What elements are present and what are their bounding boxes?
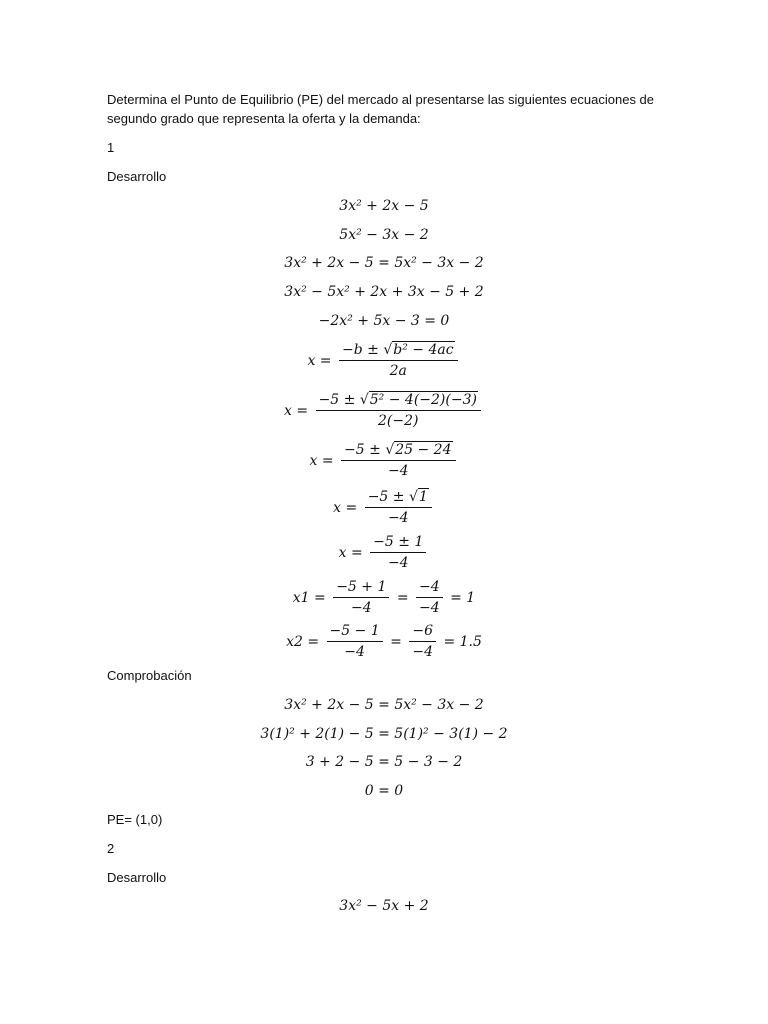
section-heading-comprobacion: Comprobación xyxy=(107,668,192,683)
sub3-num-pre: −5 ± xyxy=(367,489,405,505)
sub2-denominator: −4 xyxy=(387,463,409,479)
intro-line-2: segundo grado que representa la oferta y la demanda: xyxy=(107,111,421,126)
problem-number-2: 2 xyxy=(107,841,115,856)
sub2-lhs: x = xyxy=(309,452,334,469)
x2-result: = 1.5 xyxy=(443,633,482,650)
substitution-2 xyxy=(0,441,768,480)
x1-fraction-b xyxy=(416,578,443,617)
root-x1 xyxy=(0,578,768,617)
formula-radicand: b² − 4ac xyxy=(393,342,454,358)
sub2-radicand: 25 − 24 xyxy=(395,442,452,458)
formula-denominator: 2a xyxy=(389,363,407,379)
sub1-num-pre: −5 ± xyxy=(318,392,356,408)
check-equation-1: 3x² + 2x − 5 = 5x² − 3x − 2 xyxy=(284,697,484,713)
x2-denominator-a: −4 xyxy=(344,644,365,660)
x1-denominator-b: −4 xyxy=(419,600,440,616)
sub2-num-pre: −5 ± xyxy=(344,442,381,458)
x1-fraction-a xyxy=(333,578,389,617)
x2-fraction-a xyxy=(327,622,383,661)
sqrt-icon: √ xyxy=(385,442,395,458)
substitution-4 xyxy=(0,533,768,572)
sub3-denominator: −4 xyxy=(387,510,409,526)
sub3-fraction xyxy=(365,488,432,527)
sub4-numerator: −5 ± 1 xyxy=(370,533,426,553)
sub4-lhs: x = xyxy=(338,544,363,561)
sqrt-icon: √ xyxy=(359,392,369,408)
root-x2 xyxy=(0,622,768,661)
equation-demand: 5x² − 3x − 2 xyxy=(339,227,429,243)
sub1-fraction xyxy=(316,391,481,430)
section-heading-desarrollo-2: Desarrollo xyxy=(107,870,167,885)
x2-lhs: x2 = xyxy=(286,633,320,650)
equation-simplified: −2x² + 5x − 3 = 0 xyxy=(318,313,450,329)
section-heading-desarrollo-1: Desarrollo xyxy=(107,169,167,184)
x1-numerator-b: −4 xyxy=(416,578,443,598)
equation-problem2-1: 3x² − 5x + 2 xyxy=(339,898,429,914)
quadratic-formula xyxy=(0,341,768,380)
x2-numerator-a: −5 − 1 xyxy=(327,622,383,642)
x1-numerator-a: −5 + 1 xyxy=(333,578,389,598)
equilibrium-point: PE= (1,0) xyxy=(107,812,163,827)
substitution-3 xyxy=(0,488,768,527)
x2-fraction-b xyxy=(409,622,436,661)
check-equation-4: 0 = 0 xyxy=(364,783,404,799)
sqrt-icon: √ xyxy=(383,342,393,358)
check-equation-3: 3 + 2 − 5 = 5 − 3 − 2 xyxy=(305,754,463,770)
sub1-lhs: x = xyxy=(284,402,309,419)
equation-rearranged: 3x² − 5x² + 2x + 3x − 5 + 2 xyxy=(284,284,484,300)
formula-num-pre: −b ± xyxy=(341,342,379,358)
x2-equals: = xyxy=(390,633,402,650)
problem-number-1: 1 xyxy=(107,140,115,155)
intro-line-1: Determina el Punto de Equilibrio (PE) del mercado al presentarse las siguientes ecuaciones de xyxy=(107,92,655,107)
x1-result: = 1 xyxy=(450,589,476,606)
sqrt-icon: √ xyxy=(408,489,418,505)
equation-equality: 3x² + 2x − 5 = 5x² − 3x − 2 xyxy=(284,255,484,271)
sub3-radicand: 1 xyxy=(418,489,428,505)
sub1-denominator: 2(−2) xyxy=(378,413,419,429)
substitution-1 xyxy=(0,391,768,430)
sub3-lhs: x = xyxy=(333,499,358,516)
x1-equals: = xyxy=(396,589,409,606)
x1-denominator-a: −4 xyxy=(350,600,372,616)
sub4-fraction xyxy=(370,533,426,572)
sub4-denominator: −4 xyxy=(387,555,409,571)
x2-denominator-b: −4 xyxy=(412,644,433,660)
x1-lhs: x1 = xyxy=(292,589,326,606)
check-equation-2: 3(1)² + 2(1) − 5 = 5(1)² − 3(1) − 2 xyxy=(260,726,508,742)
x2-numerator-b: −6 xyxy=(409,622,436,642)
sub2-fraction xyxy=(341,441,455,480)
formula-fraction xyxy=(339,341,458,380)
equation-supply: 3x² + 2x − 5 xyxy=(339,198,429,214)
formula-lhs: x = xyxy=(307,352,332,369)
sub1-radicand: 5² − 4(−2)(−3) xyxy=(369,392,477,408)
